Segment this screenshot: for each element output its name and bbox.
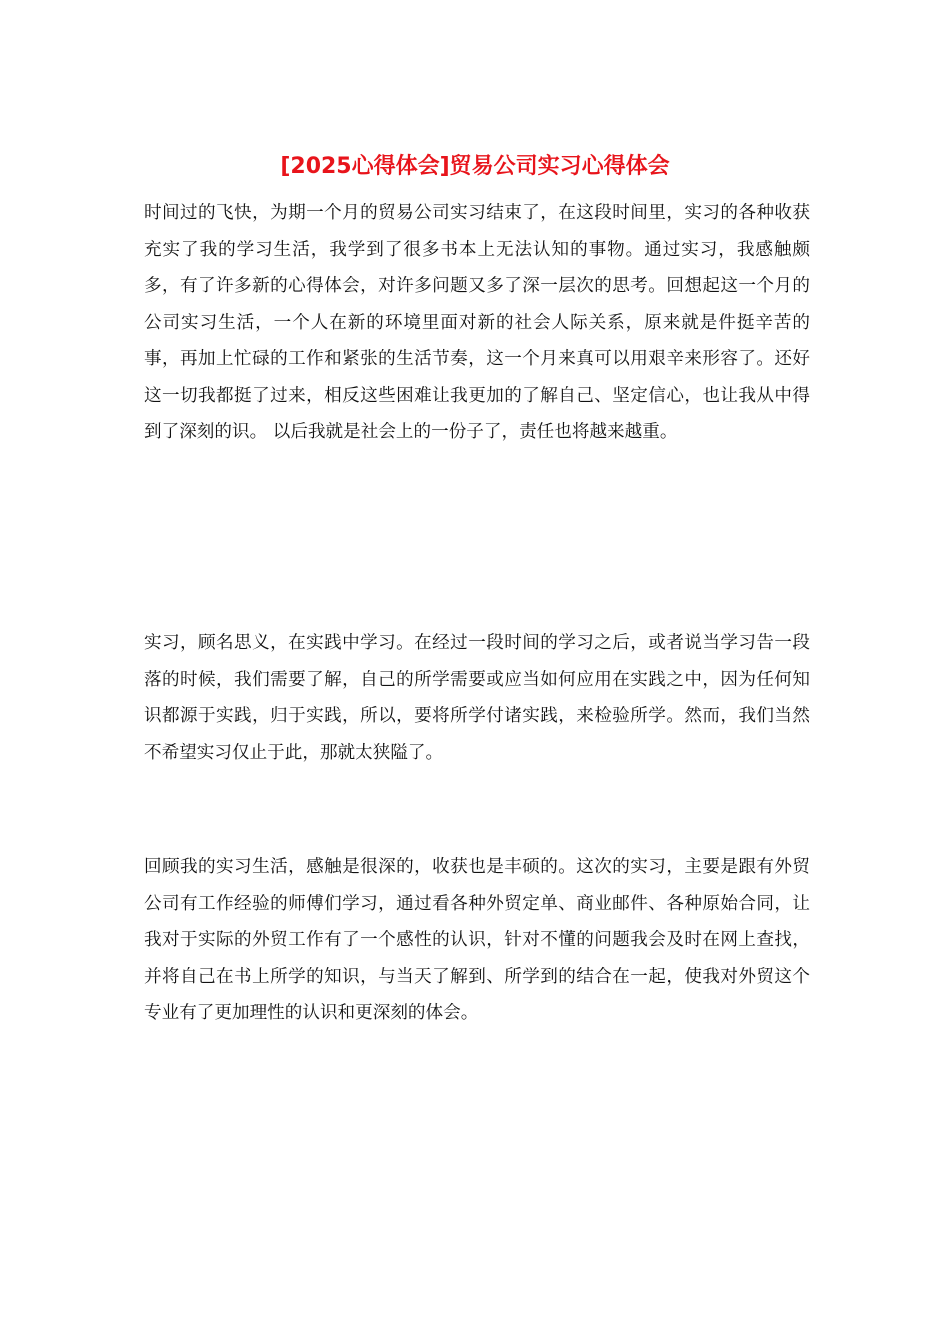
paragraph-3: 回顾我的实习生活，感触是很深的，收获也是丰硕的。这次的实习，主要是跟有外贸公司有工作经验的师傅们学习，通过看各种外贸定单、商业邮件、各种原始合同，让我对于实际的外贸工作有了一个感性的认识，针对不懂的问题我会及时在网上查找，并将自己在书上所学的知识，与当天了解到、所学到的结合在一起，使我对外贸这个专业有了更加理性的认识和更深刻的体会。 [144, 857, 810, 1023]
document-title: [2025心得体会]贸易公司实习心得体会 [280, 154, 670, 179]
paragraph-1: 时间过的飞快，为期一个月的贸易公司实习结束了，在这段时间里，实习的各种收获充实了我的学习生活，我学到了很多书本上无法认知的事物。通过实习，我感触颇多，有了许多新的心得体会，对许多问题又多了深一层次的思考。回想起这一个月的公司实习生活，一个人在新的环境里面对新的社会人际关系，原来就是件挺辛苦的事，再加上忙碌的工作和紧张的生活节奏，这一个月来真可以用艰辛来形容了。还好这一切我都挺了过来，相反这些困难让我更加的了解自己、坚定信心，也让我从中得到了深刻的识。 以后我就是社会上的一份子了，责任也将越来越重。 [144, 203, 810, 442]
paragraph-2: 实习，顾名思义，在实践中学习。在经过一段时间的学习之后，或者说当学习告一段落的时候，我们需要了解，自己的所学需要或应当如何应用在实践之中，因为任何知识都源于实践，归于实践，所以，要将所学付诸实践，来检验所学。然而，我们当然不希望实习仅止于此，那就太狭隘了。 [144, 633, 810, 763]
